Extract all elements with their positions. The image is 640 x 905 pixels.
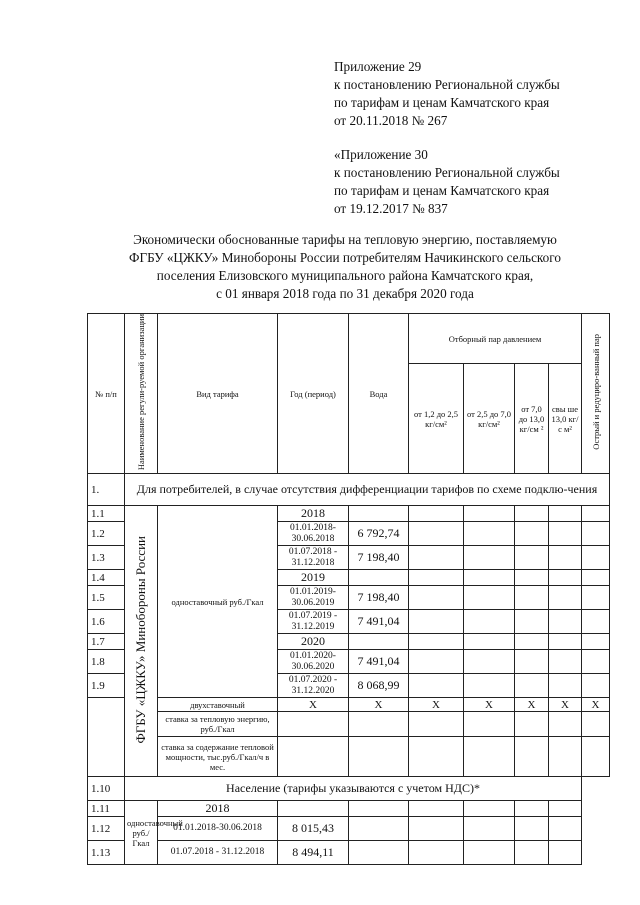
empty-cell [409, 841, 464, 865]
empty-cell [409, 634, 464, 650]
energy-rate: ставка за тепловую энергию, руб./Гкал [158, 712, 278, 737]
empty-cell [515, 712, 549, 737]
row-period: 01.07.2019 - 31.12.2019 [278, 610, 349, 634]
empty-cell [582, 610, 610, 634]
empty-cell [349, 712, 409, 737]
empty-cell [349, 801, 409, 817]
empty-cell [409, 801, 464, 817]
empty-cell [409, 610, 464, 634]
empty-cell [549, 737, 582, 777]
population-text: Население (тарифы указываются с учетом НДС)* [125, 777, 582, 801]
row-num: 1.4 [88, 570, 125, 586]
x-mark: Х [409, 698, 464, 712]
document-title [80, 231, 610, 303]
empty-num-cell [88, 698, 125, 777]
tariff-table [87, 313, 610, 865]
row-value [349, 506, 409, 522]
empty-cell [549, 712, 582, 737]
row-period: 01.01.2019-30.06.2019 [278, 586, 349, 610]
row-num: 1.7 [88, 634, 125, 650]
org-name-cell [125, 506, 158, 777]
empty-cell [464, 570, 515, 586]
empty-cell [515, 586, 549, 610]
row-value [349, 634, 409, 650]
empty-cell [349, 737, 409, 777]
empty-cell [582, 737, 610, 777]
empty-cell [582, 674, 610, 698]
two-part-tariff: двухставочный [158, 698, 278, 712]
empty-cell [582, 712, 610, 737]
row-period: 01.01.2018-30.06.2018 [158, 817, 278, 841]
row-num: 1.1 [88, 506, 125, 522]
appendix-prev-line4: от 19.12.2017 № 837 [334, 201, 448, 216]
one-part-tariff: одноставочный руб./Гкал [158, 506, 278, 698]
empty-cell [582, 650, 610, 674]
appendix-current-line2: к постановлению Региональной службы [334, 77, 560, 92]
header-period: Год (период) [278, 314, 349, 474]
empty-cell [549, 506, 582, 522]
empty-cell [549, 610, 582, 634]
x-mark: Х [464, 698, 515, 712]
row-value: 8 494,11 [278, 841, 349, 865]
empty-cell [464, 841, 515, 865]
empty-cell [464, 674, 515, 698]
empty-cell [515, 570, 549, 586]
empty-cell [409, 712, 464, 737]
empty-cell [409, 546, 464, 570]
empty-cell [515, 841, 549, 865]
empty-cell [515, 506, 549, 522]
empty-cell [464, 610, 515, 634]
empty-cell [549, 634, 582, 650]
empty-cell [464, 650, 515, 674]
appendix-previous [334, 146, 560, 218]
row-period: 01.07.2018 - 31.12.2018 [158, 841, 278, 865]
empty-cell [582, 522, 610, 546]
empty-cell [464, 634, 515, 650]
row-value: 7 198,40 [349, 586, 409, 610]
empty-cell [582, 634, 610, 650]
empty-cell [515, 650, 549, 674]
row-period: 2020 [278, 634, 349, 650]
row-value: 8 015,43 [278, 817, 349, 841]
empty-cell [464, 801, 515, 817]
row-num: 1.8 [88, 650, 125, 674]
row-value: 7 491,04 [349, 650, 409, 674]
row-period: 2018 [158, 801, 278, 817]
title-line1: Экономически обоснованные тарифы на тепловую энергию, поставляемую [133, 232, 557, 247]
pop-one-part-tariff: одноставочный руб./Гкал [125, 801, 158, 865]
header-reduced-steam-text: Острый и редуциро-ванный пар [590, 334, 601, 450]
empty-cell [464, 817, 515, 841]
row-num: 1.9 [88, 674, 125, 698]
header-steam-4: свы ше 13,0 кг/с м² [549, 364, 582, 474]
row-value: 8 068,99 [349, 674, 409, 698]
row-period: 2019 [278, 570, 349, 586]
header-water: Вода [349, 314, 409, 474]
header-reduced-steam [582, 314, 610, 474]
row-period: 01.01.2020-30.06.2020 [278, 650, 349, 674]
header-steam-2: от 2,5 до 7,0 кг/см² [464, 364, 515, 474]
row-num: 1.3 [88, 546, 125, 570]
empty-cell [409, 586, 464, 610]
header-num: № п/п [88, 314, 125, 474]
empty-cell [464, 522, 515, 546]
appendix-current-line4: от 20.11.2018 № 267 [334, 113, 448, 128]
empty-cell [409, 506, 464, 522]
empty-cell [515, 817, 549, 841]
row-num: 1.12 [88, 817, 125, 841]
row-period: 01.07.2020 - 31.12.2020 [278, 674, 349, 698]
org-name: ФГБУ «ЦЖКУ» Минобороны России [133, 535, 148, 744]
row-num: 1.6 [88, 610, 125, 634]
empty-cell [549, 586, 582, 610]
empty-cell [582, 546, 610, 570]
empty-cell [549, 674, 582, 698]
x-mark: Х [278, 698, 349, 712]
empty-cell [549, 801, 582, 817]
empty-cell [278, 712, 349, 737]
header-org-text: Наименование регули-руемой организации [136, 314, 146, 471]
x-mark: Х [515, 698, 549, 712]
appendix-prev-line1: «Приложение 30 [334, 147, 428, 162]
empty-cell [464, 712, 515, 737]
x-mark: Х [549, 698, 582, 712]
row-num: 1.2 [88, 522, 125, 546]
empty-cell [464, 506, 515, 522]
empty-cell [549, 546, 582, 570]
row-value: 7 198,40 [349, 546, 409, 570]
appendix-prev-line3: по тарифам и ценам Камчатского края [334, 183, 550, 198]
empty-cell [515, 546, 549, 570]
empty-cell [582, 506, 610, 522]
header-steam-1: от 1,2 до 2,5 кг/см² [409, 364, 464, 474]
empty-cell [549, 650, 582, 674]
empty-cell [409, 674, 464, 698]
row-value: 6 792,74 [349, 522, 409, 546]
empty-cell [515, 522, 549, 546]
empty-cell [409, 737, 464, 777]
empty-cell [515, 801, 549, 817]
empty-cell [278, 737, 349, 777]
empty-cell [349, 841, 409, 865]
empty-cell [464, 546, 515, 570]
empty-cell [515, 610, 549, 634]
empty-cell [409, 570, 464, 586]
population-num: 1.10 [88, 777, 125, 801]
empty-cell [582, 586, 610, 610]
header-org [125, 314, 158, 474]
empty-cell [464, 586, 515, 610]
empty-cell [464, 737, 515, 777]
empty-cell [409, 817, 464, 841]
row-value [349, 570, 409, 586]
appendix-current-line3: по тарифам и ценам Камчатского края [334, 95, 550, 110]
title-line2: ФГБУ «ЦЖКУ» Минобороны России потребителям Начикинского сельского [129, 250, 561, 265]
empty-cell [549, 817, 582, 841]
header-tariff-type: Вид тарифа [158, 314, 278, 474]
empty-cell [515, 737, 549, 777]
empty-cell [409, 650, 464, 674]
row-num: 1.11 [88, 801, 125, 817]
row-num: 1.13 [88, 841, 125, 865]
appendix-prev-line2: к постановлению Региональной службы [334, 165, 560, 180]
appendix-current [334, 58, 560, 130]
section1-num: 1. [88, 474, 125, 506]
empty-cell [515, 674, 549, 698]
appendix-current-line1: Приложение 29 [334, 59, 422, 74]
empty-cell [515, 634, 549, 650]
header-steam-3: от 7,0 до 13,0 кг/см ² [515, 364, 549, 474]
section1-text: Для потребителей, в случае отсутствия дифференциации тарифов по схеме подклю-чения [125, 474, 610, 506]
capacity-rate: ставка за содержание тепловой мощности, тыс.руб./Гкал/ч в мес. [158, 737, 278, 777]
empty-cell [549, 841, 582, 865]
x-mark: Х [582, 698, 610, 712]
row-num: 1.5 [88, 586, 125, 610]
empty-cell [349, 817, 409, 841]
row-value [278, 801, 349, 817]
row-period: 01.07.2018 - 31.12.2018 [278, 546, 349, 570]
header-steam-group: Отборный пар давлением [409, 314, 582, 364]
title-line3: поселения Елизовского муниципального района Камчатского края, [156, 268, 534, 283]
empty-cell [549, 570, 582, 586]
row-period: 01.01.2018-30.06.2018 [278, 522, 349, 546]
title-line4: с 01 января 2018 года по 31 декабря 2020 года [216, 286, 474, 301]
row-value: 7 491,04 [349, 610, 409, 634]
empty-cell [409, 522, 464, 546]
row-period: 2018 [278, 506, 349, 522]
x-mark: Х [349, 698, 409, 712]
empty-cell [549, 522, 582, 546]
empty-cell [582, 570, 610, 586]
